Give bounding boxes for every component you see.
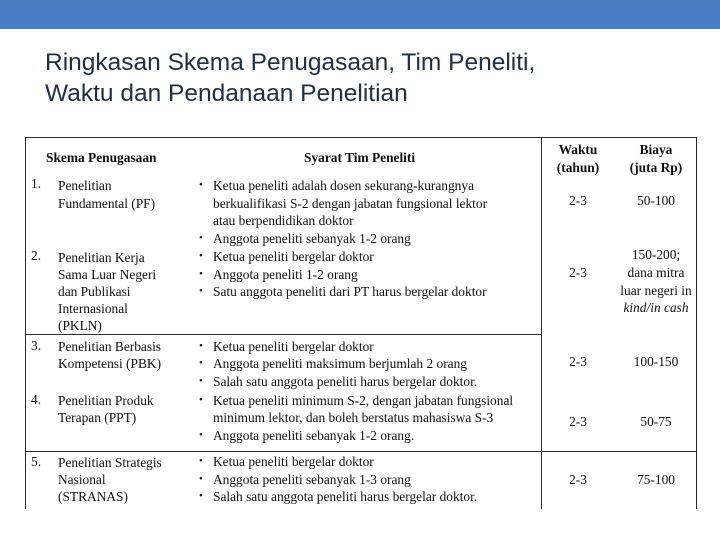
row-number: 1. xyxy=(31,176,42,191)
biaya-value: 75-100 xyxy=(637,472,675,487)
requirement-line: Anggota peneliti sebanyak 1-2 orang. xyxy=(213,428,415,443)
scheme-name-line: (PKLN) xyxy=(58,318,102,333)
table-left-border xyxy=(25,137,26,509)
slide-title-line-1: Ringkasan Skema Penugasaan, Tim Peneliti, xyxy=(45,49,536,76)
header-biaya: Biaya xyxy=(639,142,673,157)
row-number: 5. xyxy=(31,454,42,469)
scheme-name-line: Kompetensi (PBK) xyxy=(58,356,162,371)
row-divider xyxy=(25,451,697,452)
slide-title xyxy=(45,47,695,109)
bullet-icon: • xyxy=(199,285,203,297)
requirement-line: Ketua peneliti bergelar doktor xyxy=(213,339,374,354)
biaya-value: 50-100 xyxy=(637,193,675,208)
biaya-value: 50-75 xyxy=(640,414,672,429)
bullet-icon: • xyxy=(199,250,203,262)
requirement-line: berkualifikasi S-2 dengan jabatan fungsional lektor xyxy=(213,196,488,211)
biaya-value: 100-150 xyxy=(633,354,679,369)
bullet-icon: • xyxy=(199,473,203,485)
biaya-value: 150-200; xyxy=(631,247,681,262)
requirement-line: Ketua peneliti adalah dosen sekurang-kurangnya xyxy=(213,178,475,193)
requirement-line: Anggota peneliti maksimum berjumlah 2 orang xyxy=(213,356,467,371)
header-waktu: Waktu xyxy=(558,142,598,157)
scheme-name-line: Internasional xyxy=(58,301,128,316)
requirement-line: Anggota peneliti 1-2 orang xyxy=(213,267,358,282)
bullet-icon: • xyxy=(199,268,203,280)
requirement-line: Ketua peneliti bergelar doktor xyxy=(213,454,374,469)
top-accent-bar xyxy=(0,0,720,29)
row-number: 3. xyxy=(31,338,42,353)
row-number: 2. xyxy=(31,248,42,263)
bullet-icon: • xyxy=(199,232,203,244)
bullet-icon: • xyxy=(199,429,203,441)
row-number: 4. xyxy=(31,392,42,407)
scheme-name-line: Terapan (PPT) xyxy=(58,410,137,425)
requirement-line: Salah satu anggota peneliti harus bergelar doktor. xyxy=(213,489,478,504)
column-divider xyxy=(541,137,542,509)
bullet-icon: • xyxy=(199,340,203,352)
requirement-line: Salah satu anggota peneliti harus bergelar doktor. xyxy=(213,374,478,389)
waktu-value: 2-3 xyxy=(569,265,587,280)
scheme-name-line: Penelitian Produk xyxy=(58,393,154,408)
requirement-line: minimum lektor, dan boleh berstatus mahasiswa S-3 xyxy=(213,410,494,425)
waktu-value: 2-3 xyxy=(569,354,587,369)
waktu-value: 2-3 xyxy=(569,472,587,487)
scheme-name-line: Fundamental (PF) xyxy=(58,196,156,211)
scheme-name-line: Penelitian Strategis xyxy=(58,455,162,470)
scheme-name-line: Penelitian xyxy=(58,178,112,193)
bullet-icon: • xyxy=(199,375,203,387)
requirement-line: Anggota peneliti sebanyak 1-3 orang xyxy=(213,472,411,487)
bullet-icon: • xyxy=(199,490,203,502)
requirement-line: Ketua peneliti minimum S-2, dengan jabatan fungsional xyxy=(213,393,514,408)
scheme-name-line: (STRANAS) xyxy=(58,489,128,504)
bullet-icon: • xyxy=(199,357,203,369)
slide-title-line-2: Waktu dan Pendanaan Penelitian xyxy=(45,80,408,107)
bullet-icon: • xyxy=(199,394,203,406)
table-top-border xyxy=(25,137,697,138)
row-divider xyxy=(25,334,541,335)
header-waktu-unit: (tahun) xyxy=(556,160,600,175)
table-right-border xyxy=(696,137,697,509)
biaya-value: kind/in cash xyxy=(623,300,689,315)
requirement-line: Ketua peneliti bergelar doktor xyxy=(213,249,374,264)
research-scheme-table xyxy=(25,137,697,509)
waktu-value: 2-3 xyxy=(569,193,587,208)
scheme-name-line: Penelitian Kerja xyxy=(58,250,145,265)
biaya-value: luar negeri in xyxy=(620,283,692,298)
waktu-value: 2-3 xyxy=(569,414,587,429)
scheme-name-line: Penelitian Berbasis xyxy=(58,339,162,354)
bullet-icon: • xyxy=(199,179,203,191)
header-syarat: Syarat Tim Peneliti xyxy=(304,150,416,165)
requirement-line: atau berpendidikan doktor xyxy=(213,213,354,228)
biaya-value: dana mitra xyxy=(627,265,685,280)
scheme-name-line: Nasional xyxy=(58,472,106,487)
header-biaya-unit: (juta Rp) xyxy=(629,160,683,175)
bullet-icon: • xyxy=(199,455,203,467)
requirement-line: Anggota peneliti sebanyak 1-2 orang xyxy=(213,231,411,246)
header-skema: Skema Penugasaan xyxy=(46,150,157,165)
scheme-name-line: dan Publikasi xyxy=(58,284,131,299)
requirement-line: Satu anggota peneliti dari PT harus bergelar doktor xyxy=(213,284,487,299)
scheme-name-line: Sama Luar Negeri xyxy=(58,267,157,282)
